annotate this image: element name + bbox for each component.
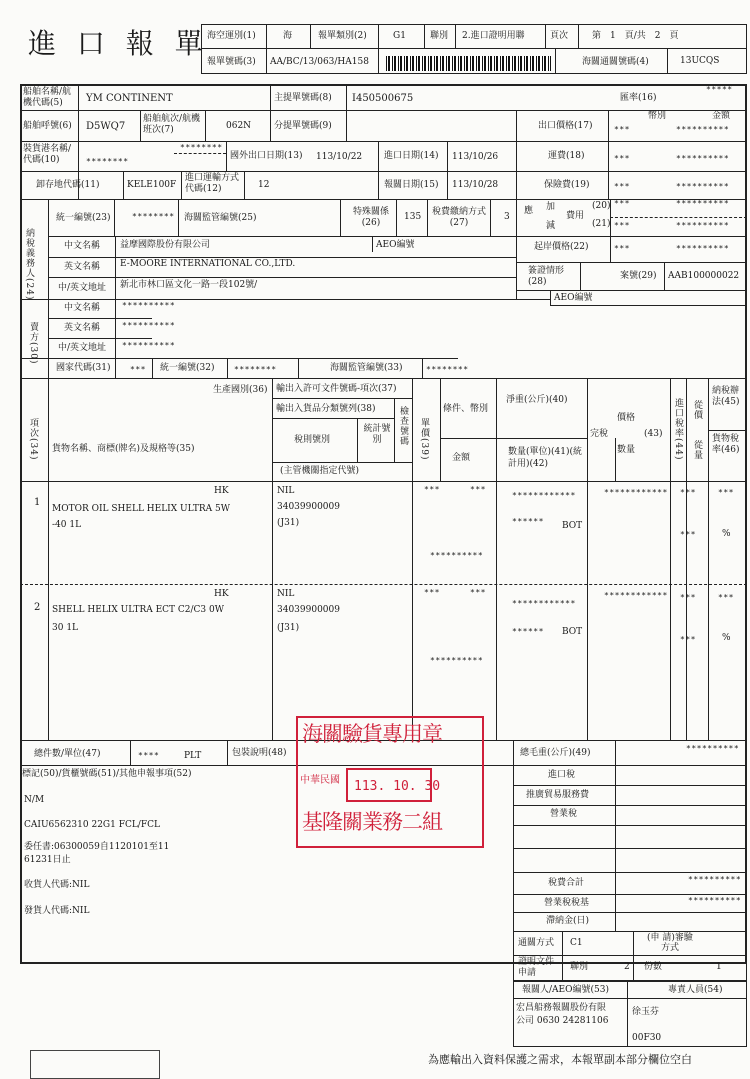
- voyage: 062N: [226, 121, 252, 131]
- freight-amt: **********: [676, 154, 730, 163]
- doc-copy-label: 聯別: [570, 962, 589, 972]
- fee-business-tax: 營業稅: [550, 809, 578, 819]
- house-bl-label: 分提單號碼(9): [274, 121, 332, 131]
- item-2-amount: **********: [430, 656, 484, 665]
- copy-label: 聯別: [430, 31, 449, 41]
- item-1-duty-value: ************: [604, 488, 668, 497]
- decl-type-label: 報單類別(2): [318, 31, 367, 41]
- import-date: 113/10/26: [452, 152, 499, 162]
- item-1-permit: NIL: [277, 486, 295, 496]
- item-1-desc2: -40 1L: [52, 520, 82, 530]
- total-pkg-label: 總件數/單位(47): [34, 749, 101, 759]
- adjust-add: (20): [592, 201, 611, 211]
- transport-mode-label: 海空運別(1): [207, 31, 256, 41]
- item-2-qty: ******: [512, 627, 544, 636]
- item-1-no: 1: [34, 497, 41, 508]
- amount-label: 金額: [712, 111, 731, 121]
- seller-customs-id: ********: [426, 365, 469, 374]
- decl-no-label: 報單號碼(3): [207, 57, 256, 67]
- cif-cur: ***: [614, 244, 630, 253]
- commission-1: 委任書:06300059自1120101至11: [24, 842, 170, 852]
- add-amt: **********: [676, 199, 730, 208]
- callsign: D5WQ7: [86, 121, 126, 132]
- goods-tax-header: 貨物稅率(46): [712, 434, 740, 455]
- from-price-header: 從價: [692, 400, 702, 420]
- tp-uniform-label: 統一編號(23): [56, 213, 111, 223]
- bottom-note: 為應輸出入資料保護之需求，本報單副本部分欄位空白: [428, 1053, 692, 1066]
- cif-label: 起岸價格(22): [534, 242, 589, 252]
- desc-header: 貨物名稱、商標(牌名)及規格等(35): [52, 444, 195, 454]
- decl-no: AA/BC/13/063/HA158: [270, 57, 369, 67]
- item-2-goods-rate: ***: [718, 593, 734, 602]
- fee-tax-base: **********: [688, 896, 742, 905]
- duty-value-header: 完稅: [590, 429, 609, 439]
- qty-header: 數量(單位)(41)(統計用)(42): [508, 447, 583, 469]
- fee-label: 費用: [566, 211, 585, 221]
- tp-cn-name: 益摩國際股份有限公司: [120, 240, 211, 250]
- item-1-goods-rate: ***: [718, 488, 734, 497]
- authority-header: (主管機關指定代號): [280, 466, 360, 476]
- price-header: 價格: [617, 413, 636, 423]
- case-no: AAB100000022: [668, 271, 740, 281]
- country: ***: [130, 365, 146, 374]
- broker-line-1: 宏昌船務報關股份有限: [516, 1003, 607, 1013]
- import-date-label: 進口日期(14): [384, 151, 439, 161]
- seller-addr-label: 中/英文地址: [58, 343, 107, 353]
- total-pkg: ****: [138, 751, 160, 760]
- seller-section-label: 賣方(30): [28, 322, 38, 365]
- port-label: 裝貨港名稱/代碼(10): [23, 144, 72, 165]
- item-1-rate2: ***: [680, 530, 696, 539]
- storage: KELE100F: [127, 180, 177, 190]
- broker-label: 報關人/AEO編號(53): [522, 985, 609, 995]
- master-bl-label: 主提單號碼(8): [274, 93, 332, 103]
- tp-addr: 新北市林口區文化一路一段102號/: [120, 280, 258, 290]
- seller-uniform-label: 統一編號(32): [160, 363, 215, 373]
- seller-en-name-label: 英文名稱: [64, 323, 101, 333]
- tax-method-label: 稅費繳納方式(27): [431, 207, 486, 228]
- consignee: 收貨人代碼:NIL: [24, 880, 90, 890]
- fee-import-duty: 進口稅: [548, 770, 576, 780]
- seller-cn-name-label: 中文名稱: [64, 303, 101, 313]
- tariff-header: 稅則號別: [294, 435, 331, 445]
- storage-label: 卸存地代碼(11): [36, 180, 100, 190]
- item-2-origin: HK: [214, 589, 229, 599]
- seller-uniform: ********: [234, 365, 277, 374]
- callsign-label: 船舶呼號(6): [23, 121, 72, 131]
- tp-en-name-label: 英文名稱: [64, 262, 101, 272]
- item-1-authority: (J31): [277, 518, 300, 528]
- fee-tax-base-label: 營業稅稅基: [544, 898, 590, 908]
- insurance-amt: **********: [676, 182, 730, 191]
- country-label: 國家代碼(31): [56, 363, 111, 373]
- export-date-label: 國外出口日期(13): [230, 151, 303, 161]
- export-price-cur: ***: [614, 125, 630, 134]
- item-1-unit: BOT: [562, 521, 583, 531]
- marks-label: 標記(50)/貨櫃號碼(51)/其他申報事項(52): [22, 769, 192, 779]
- sub-cur: ***: [614, 221, 630, 230]
- fee-trade-promotion: 推廣貿易服務費: [526, 790, 590, 800]
- seller-aeo-label: AEO編號: [554, 293, 593, 303]
- corner-stamp: [30, 1050, 160, 1079]
- import-rate-header: 進口稅率(44): [673, 398, 683, 461]
- tp-en-name: E-MOORE INTERNATIONAL CO.,LTD.: [120, 259, 296, 269]
- vessel-label: 船舶名稱/航機代碼(5): [23, 87, 72, 108]
- item-2-rate2: ***: [680, 635, 696, 644]
- freight-cur: ***: [614, 154, 630, 163]
- seller-cn-name: **********: [122, 301, 176, 310]
- page-title: 進 口 報 單: [28, 27, 209, 60]
- seller-en-name: **********: [122, 321, 176, 330]
- gross-weight-label: 總毛重(公斤)(49): [520, 748, 591, 758]
- amount-header: 金額: [452, 453, 471, 463]
- transport-mode: 海: [283, 31, 293, 41]
- stamp-bottom: 基隆關業務二組: [302, 810, 442, 834]
- item-2-no: 2: [34, 602, 41, 613]
- port: ********: [86, 157, 129, 166]
- shipper: 發貨人代碼:NIL: [24, 906, 90, 916]
- vessel: YM CONTINENT: [86, 93, 173, 104]
- tp-uniform: ********: [132, 212, 175, 221]
- item-1-origin: HK: [214, 486, 229, 496]
- clearance-method: C1: [570, 938, 583, 948]
- specialist: 徐玉芬: [632, 1007, 660, 1017]
- item-1-terms: ***: [424, 485, 440, 494]
- item-2-pct: %: [722, 633, 731, 643]
- decl-date: 113/10/28: [452, 180, 499, 190]
- permit-label: 簽證情形(28): [528, 266, 565, 287]
- net-weight-header: 淨重(公斤)(40): [506, 395, 568, 405]
- carrier: 12: [258, 180, 270, 190]
- review-label: (申 請)審驗方式: [647, 933, 693, 953]
- duty-no-header: (43): [644, 429, 663, 439]
- doc-copy: 2: [624, 962, 630, 972]
- port-mark: ********: [180, 143, 223, 152]
- item-2-desc2: 30 1L: [52, 623, 79, 633]
- decl-type: G1: [393, 31, 406, 41]
- tp-aeo-label: AEO編號: [376, 240, 415, 250]
- from-qty-header: 從量: [692, 440, 702, 460]
- item-2-desc1: SHELL HELIX ULTRA ECT C2/C3 0W: [52, 605, 224, 615]
- exchange-rate: *****: [706, 85, 733, 94]
- export-price-amt: **********: [676, 125, 730, 134]
- seller-addr: **********: [122, 341, 176, 350]
- master-bl: I450500675: [352, 93, 414, 104]
- tp-addr-label: 中/英文地址: [58, 283, 107, 293]
- fee-late-label: 滯納金(日): [546, 916, 590, 926]
- duty-method-header: 納稅辦法(45): [712, 386, 740, 407]
- item-1-desc1: MOTOR OIL SHELL HELIX ULTRA 5W: [52, 504, 230, 514]
- voyage-label: 船舶航次/航機班次(7): [143, 114, 201, 135]
- adjust-label: 應: [522, 205, 532, 215]
- container: CAIU6562310 22G1 FCL/FCL: [24, 820, 160, 830]
- unit-price-header: 單價(39): [419, 418, 429, 461]
- special: 135: [404, 212, 422, 222]
- adjust-sub: (21): [592, 219, 611, 229]
- item-2-terms: ***: [424, 588, 440, 597]
- freight-label: 運費(18): [548, 151, 585, 161]
- specialist-label: 專責人員(54): [668, 985, 723, 995]
- decl-date-label: 報關日期(15): [384, 180, 439, 190]
- taxpayer-section-label: 納稅義務人(24): [24, 228, 34, 301]
- terms-header: 條件、幣別: [443, 404, 489, 414]
- stat-header: 統計號別: [363, 424, 391, 445]
- tp-customs-id-label: 海關監管編號(25): [184, 213, 257, 223]
- item-2-rate1: ***: [680, 593, 696, 602]
- qty-sub-header: 數量: [617, 445, 636, 455]
- sub-label: 減: [546, 221, 556, 231]
- copy-value: 2.進口證明用聯: [462, 31, 525, 41]
- add-label: 加: [546, 202, 556, 212]
- doc-count-label: 份數: [644, 962, 663, 972]
- export-date: 113/10/22: [316, 152, 363, 162]
- tp-cn-name-label: 中文名稱: [64, 241, 101, 251]
- packing-label: 包裝說明(48): [232, 748, 287, 758]
- page-of: 第 1 頁/共 2 頁: [592, 31, 679, 41]
- tax-method: 3: [504, 212, 510, 222]
- exchange-rate-label: 匯率(16): [620, 93, 657, 103]
- fee-total: **********: [688, 875, 742, 884]
- export-price-label: 出口價格(17): [538, 121, 593, 131]
- cif-amt: **********: [676, 244, 730, 253]
- item-1-pct: %: [722, 529, 731, 539]
- stamp-country: 中華民國: [300, 775, 340, 786]
- item-2-price: ***: [470, 588, 486, 597]
- special-label: 特殊關係(26): [352, 207, 389, 228]
- case-label: 案號(29): [620, 271, 657, 281]
- commission-2: 61231日止: [24, 855, 71, 865]
- item-1-amount: **********: [430, 551, 484, 560]
- insurance-label: 保險費(19): [544, 180, 590, 190]
- add-cur: ***: [614, 199, 630, 208]
- specialist-code: 00F30: [632, 1033, 662, 1043]
- insurance-cur: ***: [614, 182, 630, 191]
- permit-header: 輸出入許可文件號碼-項次(37): [276, 384, 397, 394]
- doc-label: 證明文件申請: [518, 957, 555, 978]
- barcode: [386, 56, 551, 71]
- marks: N/M: [24, 795, 45, 805]
- broker-line-2: 公司 0630 24281106: [516, 1016, 609, 1026]
- item-1-net-weight: ************: [512, 491, 576, 500]
- item-2-authority: (J31): [277, 623, 300, 633]
- seller-customs-id-label: 海關監管編號(33): [330, 363, 403, 373]
- item-1-price: ***: [470, 485, 486, 494]
- stamp-top: 海關驗貨專用章: [302, 722, 442, 746]
- doc-count: 1: [716, 962, 722, 972]
- carrier-label: 進口運輸方式代碼(12): [185, 173, 240, 194]
- item-1-rate1: ***: [680, 488, 696, 497]
- inspect-header: 檢查號碼: [398, 406, 408, 446]
- stamp-date: 113. 10. 30: [354, 779, 441, 794]
- item-2-duty-value: ************: [604, 591, 668, 600]
- gross-weight: **********: [686, 744, 740, 753]
- clearance-no-label: 海關通關號碼(4): [582, 57, 649, 67]
- item-2-tariff: 34039900009: [277, 605, 340, 615]
- item-2-permit: NIL: [277, 589, 295, 599]
- item-1-tariff: 34039900009: [277, 502, 340, 512]
- clearance-method-label: 通關方式: [518, 938, 555, 948]
- page-label: 頁次: [550, 31, 569, 41]
- item-no-header: 項次(34): [28, 418, 38, 461]
- sub-amt: **********: [676, 221, 730, 230]
- origin-header: 生產國別(36): [213, 385, 268, 395]
- total-unit: PLT: [184, 751, 202, 761]
- fee-total-label: 稅費合計: [548, 878, 585, 888]
- item-2-unit: BOT: [562, 627, 583, 637]
- item-1-qty: ******: [512, 517, 544, 526]
- customs-stamp: [296, 716, 484, 848]
- clearance-no: 13UCQS: [680, 56, 720, 66]
- currency-label: 幣別: [648, 111, 667, 121]
- item-2-net-weight: ************: [512, 599, 576, 608]
- class-header: 輸出入貨品分類號列(38): [276, 404, 376, 414]
